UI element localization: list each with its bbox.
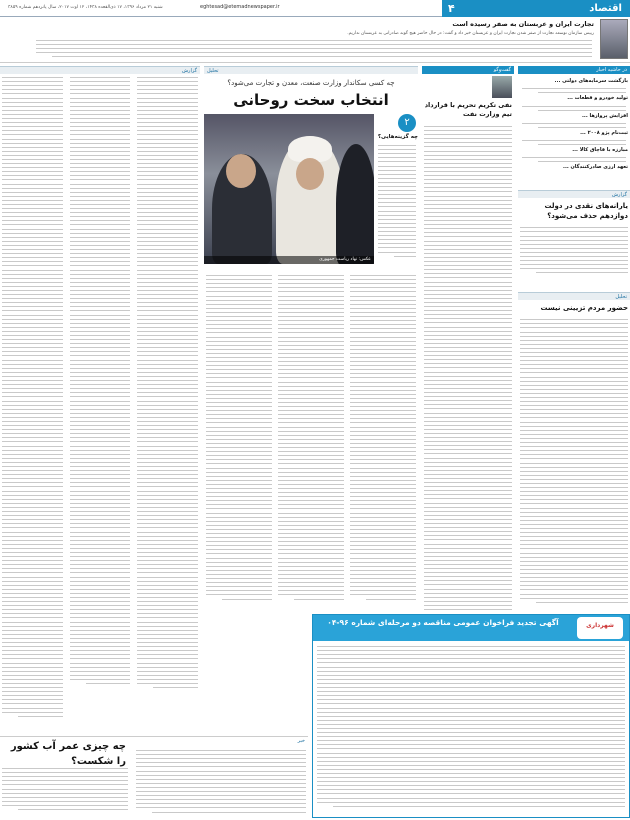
ad-banner <box>313 615 629 641</box>
top-story-body <box>34 37 594 61</box>
presence-label: تحلیل <box>518 292 630 300</box>
news-briefs <box>518 66 630 186</box>
left-report-columns <box>0 74 200 724</box>
sidebar-number: ۲ <box>398 114 416 132</box>
interview-headline: نفی تکریم تحریم با قرارداد تیم وزارت نفت <box>424 101 512 119</box>
presence-headline: حضور مردم تزیینی نیست <box>540 304 628 312</box>
left-report <box>0 66 200 726</box>
feature-body-col-3 <box>204 272 274 610</box>
left-report-col <box>135 74 200 724</box>
feature-sidebar <box>376 114 418 264</box>
interview-label: گفت‌وگو <box>422 66 514 74</box>
subsidy-label: گزارش <box>518 190 630 198</box>
tender-advertisement <box>312 614 630 818</box>
main-photo <box>204 114 374 264</box>
issue-date: شنبه ۲۱ مرداد ۱۳۹۶، ۱۷ ذی‌القعده ۱۴۳۸، ۱۲ اوت ۲۰۱۷، سال پانزدهم شماره ۳۸۵۹ <box>8 5 163 10</box>
main-feature <box>204 66 418 270</box>
brief-item[interactable]: افزایش پروازها ... <box>582 112 628 119</box>
bottom-story-body <box>134 747 308 817</box>
ad-subtitle: شماره ۹۶-۰۴ <box>327 618 376 627</box>
left-report-col <box>68 74 133 724</box>
top-story <box>0 19 630 63</box>
subsidy-body <box>518 224 630 286</box>
top-story-summary: رییس سازمان توسعه تجارت از صفر شدن تجارت ایران و عربستان خبر داد و گفت: در حال حاضر هیچ گونه صادراتی به عربستان نداریم. <box>347 31 594 36</box>
subsidy-headline: یارانه‌های نقدی در دولت دوازدهم حذف می‌شود؟ <box>544 202 628 221</box>
main-feature-label: تحلیل <box>204 66 418 74</box>
left-report-label: گزارش <box>0 66 200 74</box>
news-briefs-header: در حاشیه اخبار <box>518 66 630 74</box>
municipality-logo: شهرداری <box>577 617 623 639</box>
section-banner <box>442 0 630 17</box>
feature-body-col-1 <box>348 272 418 610</box>
brief-item[interactable]: بازگشت سرمایه‌های دولتی ... <box>554 78 628 84</box>
ad-title: آگهی تجدید فراخوان عمومی مناقصه دو مرحله‌ای شماره ۹۶-۰۴ <box>327 618 559 627</box>
presence-body <box>518 316 630 606</box>
page-number: ۴ <box>448 2 455 15</box>
author-photo <box>600 19 628 59</box>
feature-body-col-2 <box>276 272 346 610</box>
masthead <box>0 0 630 17</box>
bottom-story-label: خبر <box>0 737 308 745</box>
photo-caption: عکس: نهاد ریاست جمهوری <box>204 256 374 264</box>
top-story-headline: تجارت ایران و عربستان به صفر رسیده است <box>452 20 594 28</box>
brief-item[interactable]: تولید خودرو و قطعات ... <box>567 95 628 102</box>
presence-story <box>518 292 630 610</box>
bottom-story-body-2 <box>0 765 130 817</box>
interviewee-photo <box>492 76 512 98</box>
section-title: اقتصاد <box>589 3 622 14</box>
bottom-story-headline: چه چیزی عمر آب کشور را شکست؟ <box>10 741 126 767</box>
brief-item[interactable]: ثبت‌نام پژو ۲۰۰۸ ... <box>580 129 628 136</box>
brief-item[interactable]: مبارزه با قاچاق کالا ... <box>572 147 628 153</box>
main-kicker: چه کسی سکاندار وزارت صنعت، معدن و تجارت می‌شود؟ <box>227 79 395 87</box>
ad-body <box>313 641 629 811</box>
bottom-story <box>0 736 308 818</box>
site-email[interactable]: eghtesad@etemadnewspaper.ir <box>200 4 280 10</box>
main-headline: انتخاب سخت روحانی <box>233 91 389 110</box>
interview-body <box>422 123 514 610</box>
sidebar-heading: چه گزینه‌هایی؟ <box>377 134 418 140</box>
brief-item[interactable]: تعهد ارزی صادرکنندگان ... <box>563 164 628 171</box>
news-briefs-list <box>518 74 630 174</box>
subsidy-story <box>518 190 630 290</box>
left-report-col <box>0 74 65 724</box>
interview-column <box>422 66 514 610</box>
